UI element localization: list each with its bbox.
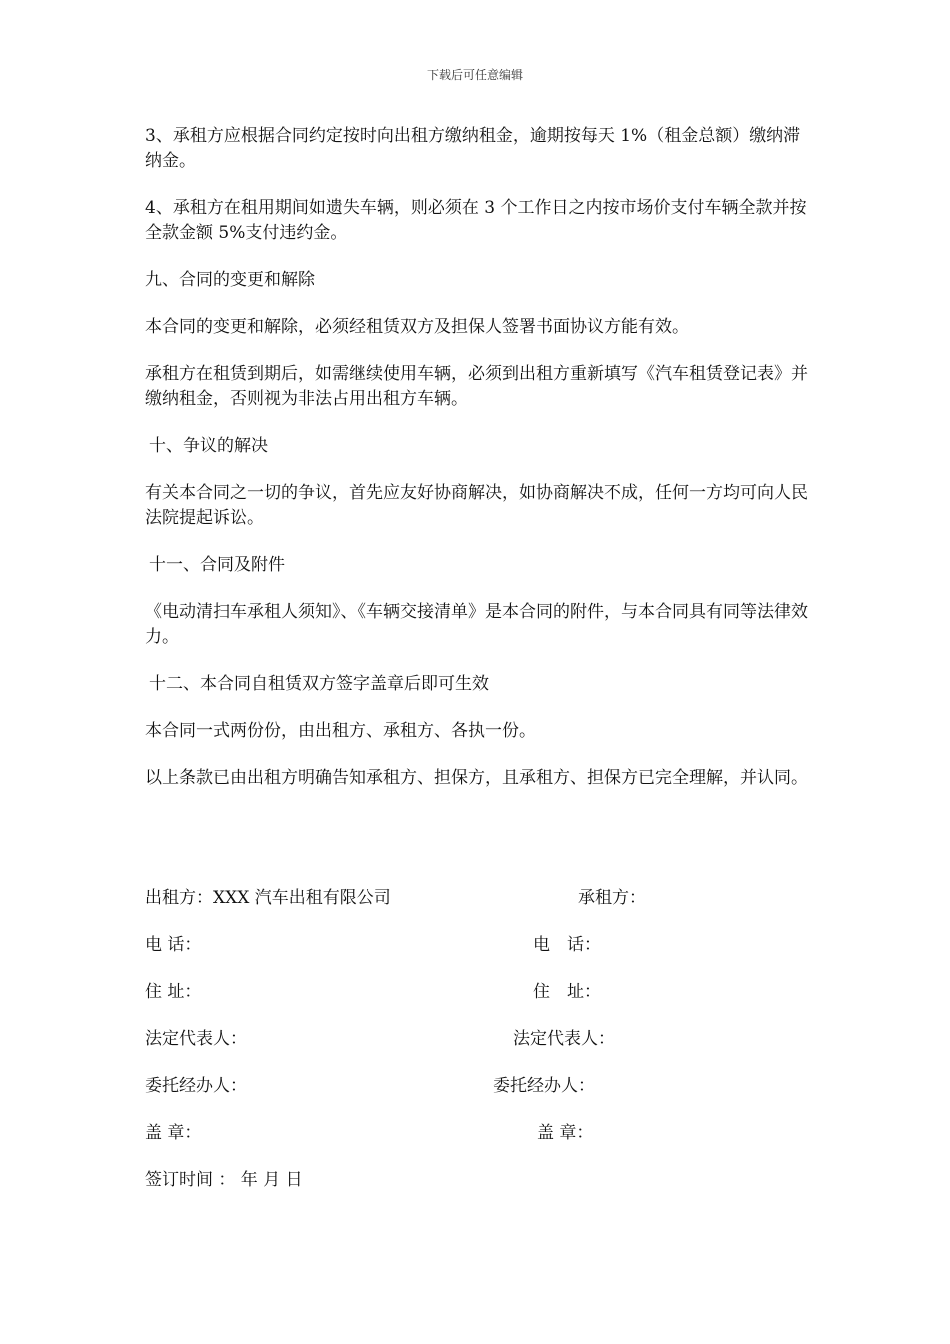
clause-3: 3、承租方应根据合同约定按时向出租方缴纳租金，逾期按每天 1%（租金总额）缴纳滞纳金。 <box>145 126 801 171</box>
signature-row-agent <box>145 1074 810 1121</box>
lessor-phone-label: 电 话： <box>145 935 202 955</box>
section-11-title: 十一、合同及附件 <box>149 555 285 575</box>
lessor-agent-label: 委托经办人： <box>145 1076 247 1096</box>
signature-block <box>145 886 810 1215</box>
lessee-legal-rep-label: 法定代表人： <box>513 1029 615 1049</box>
clause-4: 4、承租方在租用期间如遗失车辆，则必须在 3 个工作日之内按市场价支付车辆全款并按全款金额 5%支付违约金。 <box>145 198 807 243</box>
signature-row-seal <box>145 1121 810 1168</box>
lessor-seal-label: 盖 章： <box>145 1123 202 1143</box>
contract-body <box>145 124 810 813</box>
section-12-title: 十二、本合同自租赁双方签字盖章后即可生效 <box>149 674 489 694</box>
section-9-title: 九、合同的变更和解除 <box>145 270 315 290</box>
signature-row-phone <box>145 933 810 980</box>
lessee-label: 承租方： <box>578 888 646 908</box>
lessor-legal-rep-label: 法定代表人： <box>145 1029 247 1049</box>
signature-row-parties <box>145 886 810 933</box>
section-9-paragraph-2: 承租方在租赁到期后，如需继续使用车辆，必须到出租方重新填写《汽车租赁登记表》并缴纳租金，否则视为非法占用出租方车辆。 <box>145 364 808 409</box>
section-12-paragraph-2: 以上条款已由出租方明确告知承租方、担保方，且承租方、担保方已完全理解，并认同。 <box>145 768 808 788</box>
signature-row-address <box>145 980 810 1027</box>
section-11-paragraph-1: 《电动清扫车承租人须知》、《车辆交接清单》是本合同的附件，与本合同具有同等法律效力。 <box>145 602 808 647</box>
signature-row-date <box>145 1168 810 1215</box>
lessee-phone-label: 电 话： <box>533 935 601 955</box>
lessor-address-label: 住 址： <box>145 982 202 1002</box>
lessor-label: 出租方：XXX 汽车出租有限公司 <box>145 888 391 908</box>
section-10-paragraph-1: 有关本合同之一切的争议，首先应友好协商解决，如协商解决不成，任何一方均可向人民法院提起诉讼。 <box>145 483 808 528</box>
section-12-paragraph-1: 本合同一式两份份，由出租方、承租方、各执一份。 <box>145 721 536 741</box>
lessee-seal-label: 盖 章： <box>537 1123 594 1143</box>
lessee-address-label: 住 址： <box>533 982 601 1002</box>
lessee-agent-label: 委托经办人： <box>493 1076 595 1096</box>
header-note: 下载后可任意编辑 <box>426 68 523 82</box>
sign-date-label: 签订时间 ： 年 月 日 <box>145 1170 303 1190</box>
section-9-paragraph-1: 本合同的变更和解除，必须经租赁双方及担保人签署书面协议方能有效。 <box>145 317 689 337</box>
section-10-title: 十、争议的解决 <box>149 436 268 456</box>
signature-row-legal-rep <box>145 1027 810 1074</box>
